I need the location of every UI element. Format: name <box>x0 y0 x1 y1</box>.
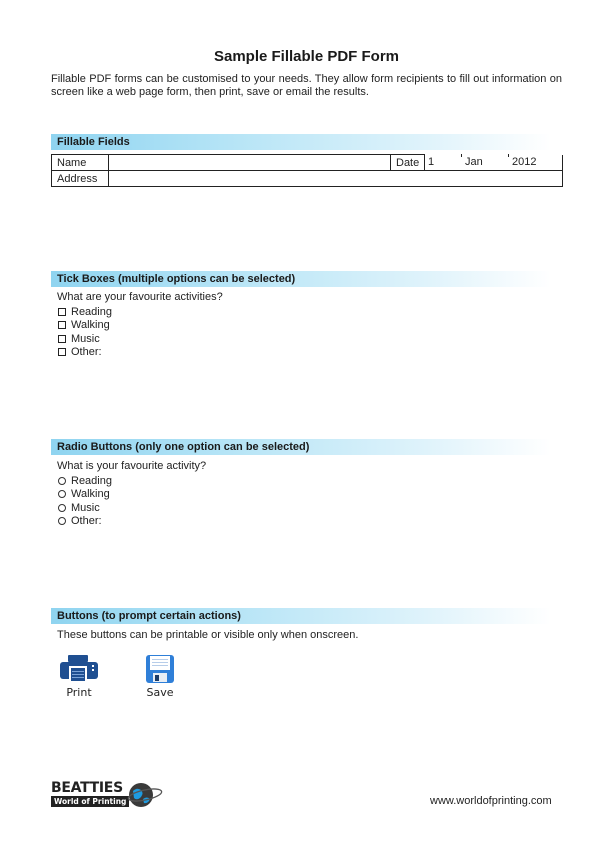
checkbox-icon[interactable] <box>58 321 66 329</box>
radio-label: Walking <box>71 488 110 501</box>
intro-paragraph: Fillable PDF forms can be customised to your needs. They allow form recipients to fill out information on screen like a web page form, then print, save or email the results. <box>51 73 562 98</box>
section-title: Fillable Fields <box>57 136 130 148</box>
address-field[interactable] <box>109 171 563 187</box>
radio-icon[interactable] <box>58 504 66 512</box>
section-title: Tick Boxes (multiple options can be selected) <box>57 273 296 285</box>
checkbox-icon[interactable] <box>58 335 66 343</box>
checkbox-icon[interactable] <box>58 308 66 316</box>
section-title: Buttons (to prompt certain actions) <box>57 610 241 622</box>
radio-label: Music <box>71 501 100 514</box>
section-header-fillable <box>51 134 551 150</box>
checkbox-label: Reading <box>71 305 112 318</box>
section-header-buttons <box>51 608 551 624</box>
radio-music[interactable] <box>57 501 206 515</box>
print-button[interactable] <box>54 654 104 699</box>
checkbox-other[interactable] <box>57 346 223 360</box>
radio-label: Other: <box>71 515 102 528</box>
section-header-tick-boxes <box>51 271 551 287</box>
beatties-logo <box>51 780 163 812</box>
date-day-field[interactable]: 1 <box>428 155 435 168</box>
website-url[interactable]: www.worldofprinting.com <box>430 795 552 807</box>
globe-icon <box>125 781 163 809</box>
radio-label: Reading <box>71 474 112 487</box>
radio-group <box>57 460 206 528</box>
date-year-field[interactable]: 2012 <box>512 155 537 168</box>
radio-icon[interactable] <box>58 490 66 498</box>
logo-tagline: World of Printing <box>51 796 129 807</box>
checkbox-music[interactable] <box>57 332 223 346</box>
radio-icon[interactable] <box>58 477 66 485</box>
name-label: Name <box>52 155 109 171</box>
tick-box-group <box>57 291 223 359</box>
checkbox-label: Music <box>71 332 100 345</box>
name-field[interactable] <box>109 155 391 171</box>
tick-question: What are your favourite activities? <box>57 291 223 303</box>
floppy-disk-icon <box>145 654 175 684</box>
checkbox-reading[interactable] <box>57 305 223 319</box>
checkbox-icon[interactable] <box>58 348 66 356</box>
radio-other[interactable] <box>57 515 206 529</box>
fillable-fields-table <box>51 154 563 187</box>
date-separator <box>461 154 462 157</box>
date-label: Date <box>391 155 425 171</box>
section-title: Radio Buttons (only one option can be selected) <box>57 441 310 453</box>
address-label: Address <box>52 171 109 187</box>
buttons-description: These buttons can be printable or visible only when onscreen. <box>57 629 359 641</box>
date-field-group <box>425 155 563 171</box>
date-separator <box>508 154 509 157</box>
radio-walking[interactable] <box>57 488 206 502</box>
checkbox-walking[interactable] <box>57 319 223 333</box>
radio-reading[interactable] <box>57 474 206 488</box>
section-header-radio-buttons <box>51 439 551 455</box>
logo-wordmark: BEATTIES <box>51 780 123 796</box>
radio-question: What is your favourite activity? <box>57 460 207 472</box>
checkbox-label: Walking <box>71 319 110 332</box>
date-month-field[interactable]: Jan <box>465 155 483 168</box>
radio-icon[interactable] <box>58 517 66 525</box>
page-title: Sample Fillable PDF Form <box>213 48 400 65</box>
print-label: Print <box>66 686 92 699</box>
checkbox-label: Other: <box>71 346 102 359</box>
save-button[interactable] <box>135 654 185 699</box>
printer-icon <box>59 654 99 684</box>
save-label: Save <box>146 686 174 699</box>
